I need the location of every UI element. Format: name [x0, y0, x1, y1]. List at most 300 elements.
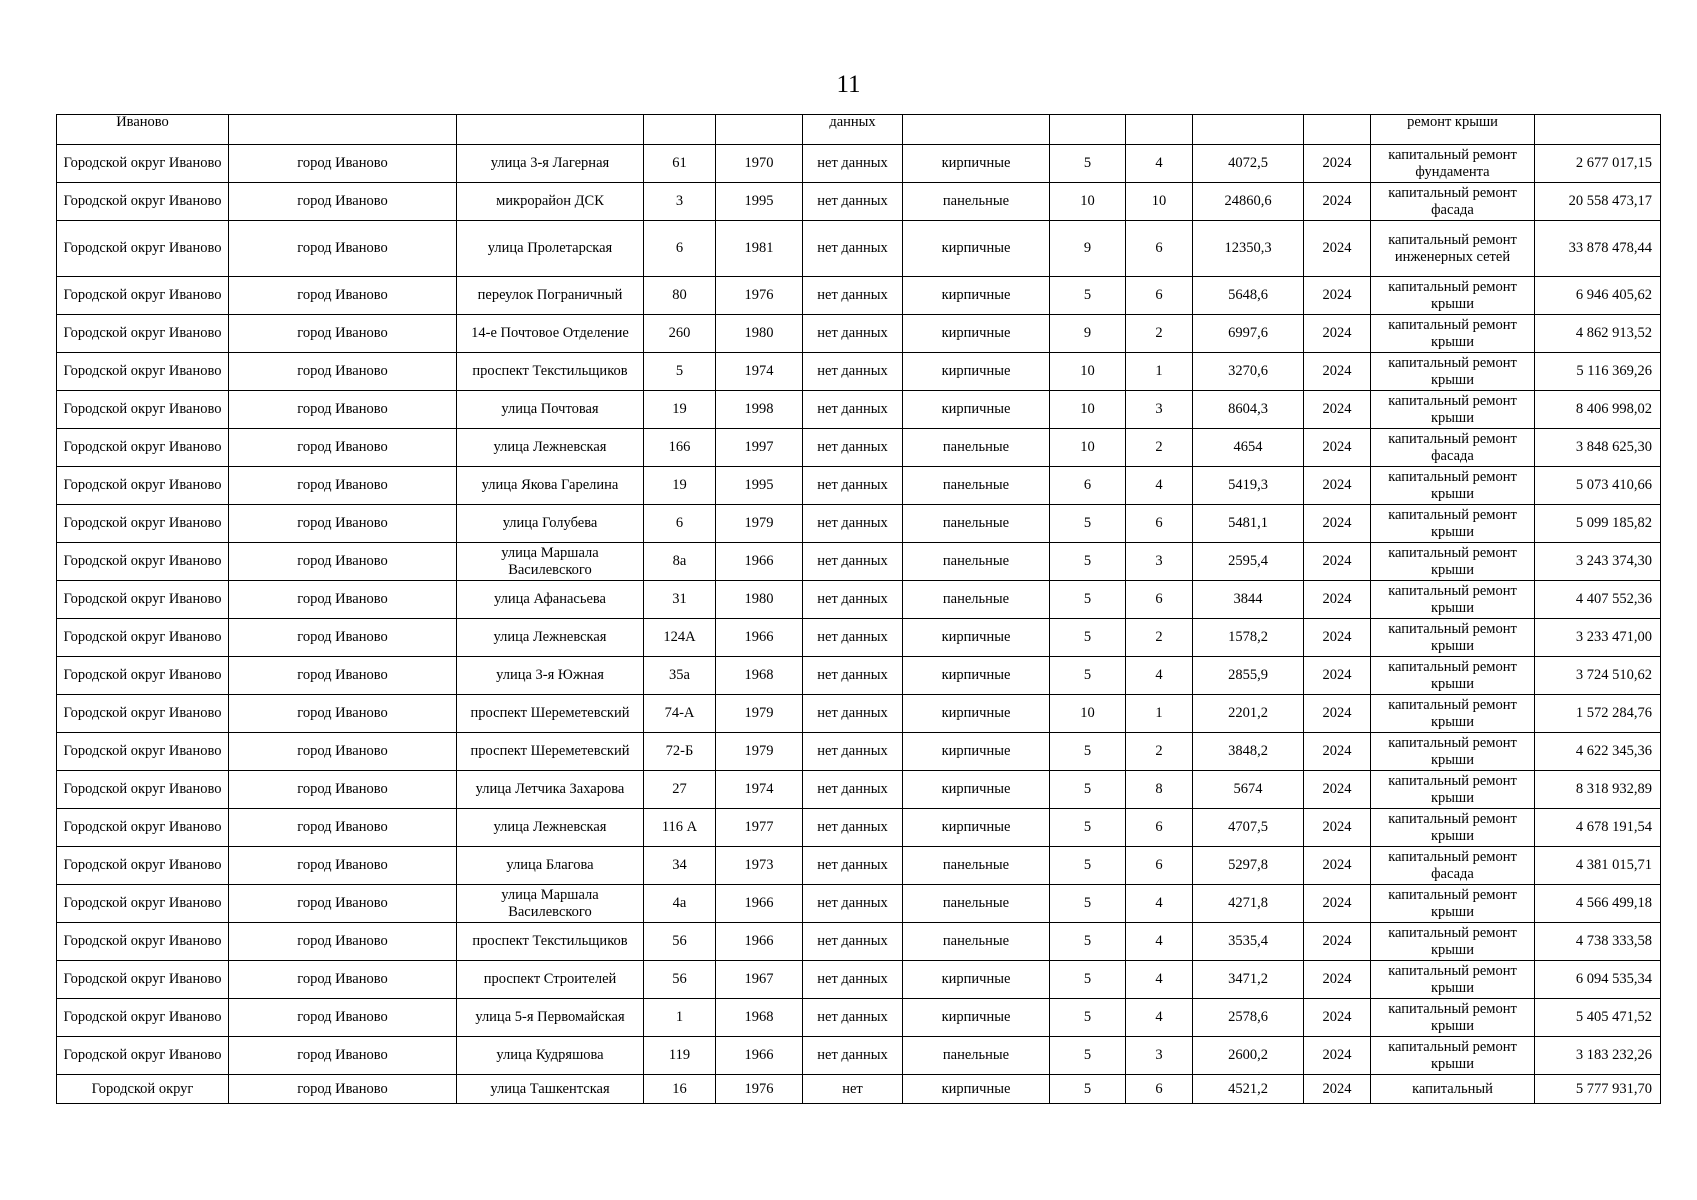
street-cell: улица Кудряшова — [457, 1037, 644, 1075]
housing-repair-table — [56, 114, 1661, 1104]
cost-cell: 3 243 374,30 — [1535, 543, 1661, 581]
municipality-cell: Городской округ Иваново — [57, 353, 229, 391]
wall-material-cell: панельные — [903, 581, 1050, 619]
wall-material-cell: кирпичные — [903, 315, 1050, 353]
cost-cell: 3 233 471,00 — [1535, 619, 1661, 657]
total-area-cell: 3844 — [1193, 581, 1304, 619]
floors-min-cell: 3 — [1126, 391, 1193, 429]
settlement-cell: город Иваново — [229, 183, 457, 221]
year-built-cell: 1966 — [716, 885, 803, 923]
wall-material-cell: кирпичные — [903, 809, 1050, 847]
work-type-cell: капитальный ремонт крыши — [1371, 1037, 1535, 1075]
house-number-cell: 56 — [644, 961, 716, 999]
municipality-cell: Городской округ Иваново — [57, 809, 229, 847]
year-built-cell: 1974 — [716, 353, 803, 391]
cost-cell — [1535, 115, 1661, 145]
floors-min-cell: 2 — [1126, 429, 1193, 467]
total-area-cell: 12350,3 — [1193, 221, 1304, 277]
last-repair-year-cell: нет данных — [803, 771, 903, 809]
planned-year-cell: 2024 — [1304, 183, 1371, 221]
work-type-cell: капитальный ремонт крыши — [1371, 923, 1535, 961]
last-repair-year-cell: нет данных — [803, 923, 903, 961]
year-built-cell: 1979 — [716, 695, 803, 733]
wall-material-cell: кирпичные — [903, 145, 1050, 183]
table-body — [57, 115, 1661, 1104]
house-number-cell: 31 — [644, 581, 716, 619]
planned-year-cell: 2024 — [1304, 391, 1371, 429]
table-row — [57, 115, 1661, 145]
year-built-cell: 1998 — [716, 391, 803, 429]
wall-material-cell: панельные — [903, 467, 1050, 505]
municipality-cell: Городской округ Иваново — [57, 315, 229, 353]
total-area-cell: 4271,8 — [1193, 885, 1304, 923]
last-repair-year-cell: данных — [803, 115, 903, 145]
table-row — [57, 183, 1661, 221]
wall-material-cell: панельные — [903, 885, 1050, 923]
total-area-cell: 3270,6 — [1193, 353, 1304, 391]
floors-max-cell: 5 — [1050, 145, 1126, 183]
settlement-cell: город Иваново — [229, 353, 457, 391]
house-number-cell: 8а — [644, 543, 716, 581]
cost-cell: 4 862 913,52 — [1535, 315, 1661, 353]
wall-material-cell: панельные — [903, 543, 1050, 581]
house-number-cell: 5 — [644, 353, 716, 391]
street-cell: 14-е Почтовое Отделение — [457, 315, 644, 353]
house-number-cell: 260 — [644, 315, 716, 353]
floors-max-cell: 10 — [1050, 353, 1126, 391]
total-area-cell: 2578,6 — [1193, 999, 1304, 1037]
settlement-cell: город Иваново — [229, 695, 457, 733]
street-cell: проспект Шереметевский — [457, 695, 644, 733]
last-repair-year-cell: нет данных — [803, 1037, 903, 1075]
year-built-cell: 1976 — [716, 277, 803, 315]
cost-cell: 4 566 499,18 — [1535, 885, 1661, 923]
last-repair-year-cell: нет данных — [803, 467, 903, 505]
street-cell: улица Афанасьева — [457, 581, 644, 619]
street-cell: улица Благова — [457, 847, 644, 885]
wall-material-cell: панельные — [903, 505, 1050, 543]
total-area-cell: 2595,4 — [1193, 543, 1304, 581]
table-row — [57, 315, 1661, 353]
planned-year-cell: 2024 — [1304, 961, 1371, 999]
year-built-cell: 1980 — [716, 581, 803, 619]
house-number-cell: 19 — [644, 467, 716, 505]
floors-min-cell: 1 — [1126, 695, 1193, 733]
table-row — [57, 429, 1661, 467]
last-repair-year-cell: нет данных — [803, 183, 903, 221]
street-cell: улица Почтовая — [457, 391, 644, 429]
last-repair-year-cell: нет данных — [803, 961, 903, 999]
year-built-cell: 1973 — [716, 847, 803, 885]
work-type-cell: капитальный ремонт крыши — [1371, 543, 1535, 581]
table-row — [57, 581, 1661, 619]
municipality-cell: Городской округ Иваново — [57, 771, 229, 809]
table-row — [57, 847, 1661, 885]
floors-min-cell: 8 — [1126, 771, 1193, 809]
year-built-cell: 1974 — [716, 771, 803, 809]
house-number-cell: 61 — [644, 145, 716, 183]
municipality-cell: Городской округ Иваново — [57, 847, 229, 885]
house-number-cell: 4а — [644, 885, 716, 923]
floors-min-cell: 6 — [1126, 847, 1193, 885]
settlement-cell: город Иваново — [229, 581, 457, 619]
house-number-cell: 80 — [644, 277, 716, 315]
floors-min-cell: 4 — [1126, 467, 1193, 505]
planned-year-cell: 2024 — [1304, 1037, 1371, 1075]
planned-year-cell — [1304, 115, 1371, 145]
work-type-cell: капитальный ремонт крыши — [1371, 809, 1535, 847]
last-repair-year-cell: нет данных — [803, 695, 903, 733]
year-built-cell — [716, 115, 803, 145]
work-type-cell: капитальный ремонт инженерных сетей — [1371, 221, 1535, 277]
year-built-cell: 1979 — [716, 505, 803, 543]
total-area-cell: 24860,6 — [1193, 183, 1304, 221]
settlement-cell: город Иваново — [229, 771, 457, 809]
year-built-cell: 1997 — [716, 429, 803, 467]
settlement-cell: город Иваново — [229, 923, 457, 961]
year-built-cell: 1995 — [716, 467, 803, 505]
wall-material-cell: кирпичные — [903, 221, 1050, 277]
total-area-cell: 5481,1 — [1193, 505, 1304, 543]
table-row — [57, 221, 1661, 277]
total-area-cell: 4707,5 — [1193, 809, 1304, 847]
cost-cell: 5 073 410,66 — [1535, 467, 1661, 505]
municipality-cell: Городской округ Иваново — [57, 145, 229, 183]
floors-min-cell: 6 — [1126, 277, 1193, 315]
wall-material-cell — [903, 115, 1050, 145]
house-number-cell: 27 — [644, 771, 716, 809]
cost-cell: 5 116 369,26 — [1535, 353, 1661, 391]
work-type-cell: капитальный ремонт фасада — [1371, 429, 1535, 467]
work-type-cell: капитальный ремонт крыши — [1371, 771, 1535, 809]
municipality-cell: Городской округ Иваново — [57, 183, 229, 221]
wall-material-cell: кирпичные — [903, 353, 1050, 391]
settlement-cell: город Иваново — [229, 505, 457, 543]
total-area-cell: 2855,9 — [1193, 657, 1304, 695]
cost-cell: 6 094 535,34 — [1535, 961, 1661, 999]
planned-year-cell: 2024 — [1304, 505, 1371, 543]
house-number-cell: 116 А — [644, 809, 716, 847]
house-number-cell: 3 — [644, 183, 716, 221]
settlement-cell: город Иваново — [229, 619, 457, 657]
planned-year-cell: 2024 — [1304, 733, 1371, 771]
floors-max-cell: 5 — [1050, 961, 1126, 999]
table-row — [57, 961, 1661, 999]
last-repair-year-cell: нет данных — [803, 145, 903, 183]
work-type-cell: капитальный ремонт крыши — [1371, 657, 1535, 695]
floors-max-cell — [1050, 115, 1126, 145]
settlement-cell: город Иваново — [229, 1075, 457, 1104]
cost-cell: 4 678 191,54 — [1535, 809, 1661, 847]
municipality-cell: Городской округ — [57, 1075, 229, 1104]
floors-min-cell: 6 — [1126, 1075, 1193, 1104]
year-built-cell: 1966 — [716, 1037, 803, 1075]
municipality-cell: Городской округ Иваново — [57, 391, 229, 429]
total-area-cell: 4654 — [1193, 429, 1304, 467]
municipality-cell: Иваново — [57, 115, 229, 145]
floors-max-cell: 5 — [1050, 277, 1126, 315]
municipality-cell: Городской округ Иваново — [57, 429, 229, 467]
street-cell: улица Голубева — [457, 505, 644, 543]
planned-year-cell: 2024 — [1304, 1075, 1371, 1104]
table-row — [57, 505, 1661, 543]
work-type-cell: капитальный ремонт фасада — [1371, 847, 1535, 885]
street-cell: проспект Текстильщиков — [457, 353, 644, 391]
street-cell: улица 3-я Лагерная — [457, 145, 644, 183]
work-type-cell: капитальный ремонт крыши — [1371, 391, 1535, 429]
settlement-cell: город Иваново — [229, 145, 457, 183]
street-cell: улица Пролетарская — [457, 221, 644, 277]
table-row — [57, 277, 1661, 315]
floors-min-cell: 6 — [1126, 581, 1193, 619]
street-cell: улица 3-я Южная — [457, 657, 644, 695]
table-row — [57, 999, 1661, 1037]
table-row — [57, 391, 1661, 429]
total-area-cell: 5648,6 — [1193, 277, 1304, 315]
last-repair-year-cell: нет — [803, 1075, 903, 1104]
planned-year-cell: 2024 — [1304, 353, 1371, 391]
last-repair-year-cell: нет данных — [803, 505, 903, 543]
last-repair-year-cell: нет данных — [803, 315, 903, 353]
wall-material-cell: кирпичные — [903, 961, 1050, 999]
floors-min-cell: 4 — [1126, 145, 1193, 183]
municipality-cell: Городской округ Иваново — [57, 885, 229, 923]
municipality-cell: Городской округ Иваново — [57, 581, 229, 619]
settlement-cell: город Иваново — [229, 885, 457, 923]
floors-min-cell: 4 — [1126, 961, 1193, 999]
work-type-cell: капитальный ремонт крыши — [1371, 353, 1535, 391]
municipality-cell: Городской округ Иваново — [57, 505, 229, 543]
planned-year-cell: 2024 — [1304, 809, 1371, 847]
house-number-cell: 56 — [644, 923, 716, 961]
total-area-cell: 3535,4 — [1193, 923, 1304, 961]
planned-year-cell: 2024 — [1304, 619, 1371, 657]
last-repair-year-cell: нет данных — [803, 657, 903, 695]
settlement-cell: город Иваново — [229, 999, 457, 1037]
floors-min-cell: 4 — [1126, 999, 1193, 1037]
street-cell: улица 5-я Первомайская — [457, 999, 644, 1037]
floors-min-cell: 1 — [1126, 353, 1193, 391]
house-number-cell: 74-А — [644, 695, 716, 733]
municipality-cell: Городской округ Иваново — [57, 733, 229, 771]
street-cell — [457, 115, 644, 145]
floors-min-cell: 2 — [1126, 619, 1193, 657]
table-row — [57, 657, 1661, 695]
work-type-cell: капитальный ремонт крыши — [1371, 315, 1535, 353]
total-area-cell — [1193, 115, 1304, 145]
total-area-cell: 3848,2 — [1193, 733, 1304, 771]
wall-material-cell: кирпичные — [903, 771, 1050, 809]
settlement-cell: город Иваново — [229, 961, 457, 999]
house-number-cell: 35а — [644, 657, 716, 695]
floors-max-cell: 6 — [1050, 467, 1126, 505]
work-type-cell: капитальный ремонт крыши — [1371, 505, 1535, 543]
settlement-cell: город Иваново — [229, 657, 457, 695]
settlement-cell: город Иваново — [229, 543, 457, 581]
municipality-cell: Городской округ Иваново — [57, 543, 229, 581]
cost-cell: 8 318 932,89 — [1535, 771, 1661, 809]
year-built-cell: 1995 — [716, 183, 803, 221]
settlement-cell: город Иваново — [229, 809, 457, 847]
floors-max-cell: 5 — [1050, 543, 1126, 581]
floors-max-cell: 10 — [1050, 695, 1126, 733]
street-cell: проспект Шереметевский — [457, 733, 644, 771]
last-repair-year-cell: нет данных — [803, 543, 903, 581]
street-cell: проспект Текстильщиков — [457, 923, 644, 961]
street-cell: улица Ташкентская — [457, 1075, 644, 1104]
floors-min-cell: 4 — [1126, 923, 1193, 961]
planned-year-cell: 2024 — [1304, 429, 1371, 467]
table-row — [57, 923, 1661, 961]
floors-max-cell: 10 — [1050, 183, 1126, 221]
settlement-cell: город Иваново — [229, 467, 457, 505]
table-row — [57, 695, 1661, 733]
wall-material-cell: панельные — [903, 923, 1050, 961]
house-number-cell: 1 — [644, 999, 716, 1037]
house-number-cell: 124А — [644, 619, 716, 657]
floors-max-cell: 5 — [1050, 581, 1126, 619]
house-number-cell: 6 — [644, 505, 716, 543]
year-built-cell: 1967 — [716, 961, 803, 999]
planned-year-cell: 2024 — [1304, 277, 1371, 315]
page-number: 11 — [836, 71, 861, 98]
municipality-cell: Городской округ Иваново — [57, 1037, 229, 1075]
floors-max-cell: 5 — [1050, 733, 1126, 771]
settlement-cell: город Иваново — [229, 1037, 457, 1075]
year-built-cell: 1966 — [716, 543, 803, 581]
total-area-cell: 5297,8 — [1193, 847, 1304, 885]
floors-min-cell: 6 — [1126, 221, 1193, 277]
floors-min-cell: 3 — [1126, 543, 1193, 581]
floors-max-cell: 5 — [1050, 1075, 1126, 1104]
wall-material-cell: кирпичные — [903, 277, 1050, 315]
last-repair-year-cell: нет данных — [803, 221, 903, 277]
floors-max-cell: 5 — [1050, 885, 1126, 923]
cost-cell: 5 777 931,70 — [1535, 1075, 1661, 1104]
total-area-cell: 2600,2 — [1193, 1037, 1304, 1075]
last-repair-year-cell: нет данных — [803, 885, 903, 923]
wall-material-cell: кирпичные — [903, 1075, 1050, 1104]
floors-max-cell: 5 — [1050, 657, 1126, 695]
year-built-cell: 1966 — [716, 923, 803, 961]
settlement-cell: город Иваново — [229, 391, 457, 429]
wall-material-cell: панельные — [903, 1037, 1050, 1075]
total-area-cell: 1578,2 — [1193, 619, 1304, 657]
floors-min-cell: 4 — [1126, 657, 1193, 695]
planned-year-cell: 2024 — [1304, 999, 1371, 1037]
work-type-cell: капитальный ремонт фасада — [1371, 183, 1535, 221]
year-built-cell: 1980 — [716, 315, 803, 353]
total-area-cell: 4521,2 — [1193, 1075, 1304, 1104]
cost-cell: 4 622 345,36 — [1535, 733, 1661, 771]
last-repair-year-cell: нет данных — [803, 353, 903, 391]
planned-year-cell: 2024 — [1304, 771, 1371, 809]
work-type-cell: капитальный ремонт крыши — [1371, 885, 1535, 923]
total-area-cell: 4072,5 — [1193, 145, 1304, 183]
street-cell: улица Лежневская — [457, 429, 644, 467]
work-type-cell: капитальный ремонт крыши — [1371, 961, 1535, 999]
floors-min-cell: 4 — [1126, 885, 1193, 923]
table-row — [57, 1075, 1661, 1104]
table-row — [57, 467, 1661, 505]
floors-max-cell: 5 — [1050, 847, 1126, 885]
wall-material-cell: кирпичные — [903, 391, 1050, 429]
table-row — [57, 543, 1661, 581]
cost-cell: 8 406 998,02 — [1535, 391, 1661, 429]
table-row — [57, 885, 1661, 923]
wall-material-cell: кирпичные — [903, 733, 1050, 771]
floors-min-cell: 3 — [1126, 1037, 1193, 1075]
cost-cell: 4 738 333,58 — [1535, 923, 1661, 961]
floors-max-cell: 9 — [1050, 315, 1126, 353]
cost-cell: 1 572 284,76 — [1535, 695, 1661, 733]
last-repair-year-cell: нет данных — [803, 619, 903, 657]
year-built-cell: 1968 — [716, 999, 803, 1037]
settlement-cell: город Иваново — [229, 847, 457, 885]
street-cell: улица Якова Гарелина — [457, 467, 644, 505]
municipality-cell: Городской округ Иваново — [57, 961, 229, 999]
total-area-cell: 2201,2 — [1193, 695, 1304, 733]
work-type-cell: капитальный ремонт крыши — [1371, 999, 1535, 1037]
work-type-cell: капитальный ремонт крыши — [1371, 277, 1535, 315]
planned-year-cell: 2024 — [1304, 923, 1371, 961]
table-row — [57, 619, 1661, 657]
wall-material-cell: панельные — [903, 429, 1050, 467]
last-repair-year-cell: нет данных — [803, 847, 903, 885]
cost-cell: 4 381 015,71 — [1535, 847, 1661, 885]
municipality-cell: Городской округ Иваново — [57, 277, 229, 315]
cost-cell: 3 724 510,62 — [1535, 657, 1661, 695]
settlement-cell — [229, 115, 457, 145]
floors-max-cell: 5 — [1050, 505, 1126, 543]
work-type-cell: капитальный ремонт крыши — [1371, 467, 1535, 505]
floors-min-cell: 10 — [1126, 183, 1193, 221]
street-cell: переулок Пограничный — [457, 277, 644, 315]
municipality-cell: Городской округ Иваново — [57, 999, 229, 1037]
settlement-cell: город Иваново — [229, 733, 457, 771]
house-number-cell: 34 — [644, 847, 716, 885]
planned-year-cell: 2024 — [1304, 543, 1371, 581]
cost-cell: 2 677 017,15 — [1535, 145, 1661, 183]
floors-max-cell: 5 — [1050, 619, 1126, 657]
settlement-cell: город Иваново — [229, 277, 457, 315]
planned-year-cell: 2024 — [1304, 847, 1371, 885]
floors-max-cell: 5 — [1050, 809, 1126, 847]
municipality-cell: Городской округ Иваново — [57, 695, 229, 733]
floors-max-cell: 9 — [1050, 221, 1126, 277]
total-area-cell: 5674 — [1193, 771, 1304, 809]
floors-min-cell: 2 — [1126, 733, 1193, 771]
cost-cell: 33 878 478,44 — [1535, 221, 1661, 277]
municipality-cell: Городской округ Иваново — [57, 221, 229, 277]
total-area-cell: 5419,3 — [1193, 467, 1304, 505]
last-repair-year-cell: нет данных — [803, 391, 903, 429]
work-type-cell: капитальный ремонт крыши — [1371, 695, 1535, 733]
floors-min-cell — [1126, 115, 1193, 145]
table-row — [57, 353, 1661, 391]
planned-year-cell: 2024 — [1304, 315, 1371, 353]
cost-cell: 5 405 471,52 — [1535, 999, 1661, 1037]
work-type-cell: капитальный ремонт крыши — [1371, 581, 1535, 619]
planned-year-cell: 2024 — [1304, 581, 1371, 619]
cost-cell: 5 099 185,82 — [1535, 505, 1661, 543]
work-type-cell: капитальный ремонт крыши — [1371, 619, 1535, 657]
wall-material-cell: кирпичные — [903, 619, 1050, 657]
wall-material-cell: кирпичные — [903, 657, 1050, 695]
cost-cell: 3 183 232,26 — [1535, 1037, 1661, 1075]
table-row — [57, 1037, 1661, 1075]
planned-year-cell: 2024 — [1304, 145, 1371, 183]
